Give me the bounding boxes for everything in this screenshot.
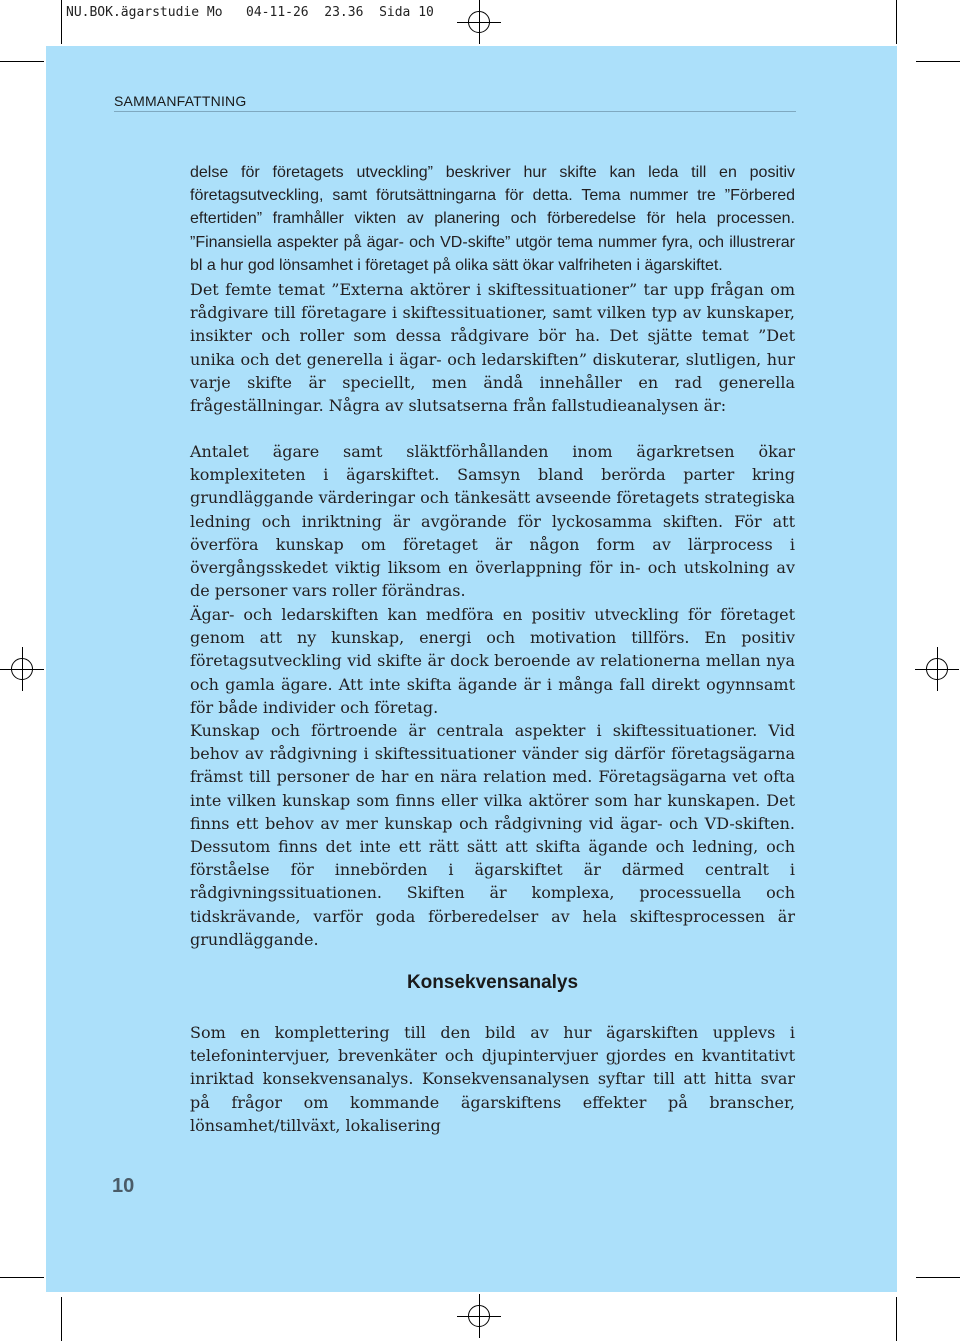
crop-mark-bottom-left-v: [61, 1297, 62, 1341]
paragraph-1: delse för företagets utveckling” beskriver hur skifte kan leda till en positiv företagsutveckling, samt förutsättningarna för detta. Tema nummer tre ”Förbered eftertiden” framhåller vikten av planering och förberedelse för hela processen. ”Finansiella aspekter på ägar- och VD-skifte” utgör tema nummer fyra, och illustrerar bl a hur god lönsamhet i företaget på olika sätt ökar valfriheten i ägarskiftet.: [190, 164, 795, 274]
paragraph-3-block: [190, 603, 795, 719]
paragraph-5: Som en komplettering till den bild av hur ägarskiften upplevs i telefonintervjuer, brevenkäter och djupintervjuer gjordes en kvantitativt inriktad konsekvensanalys. Konsekvensanalysen syftar till att hitta svar på frågor om kommande ägarskiftens effekter på branscher, lönsamhet/tillväxt, lokalisering: [190, 1023, 795, 1135]
crop-mark-top-right-h: [916, 61, 960, 62]
paragraph-5-block: [190, 1021, 795, 1137]
crop-mark-bottom-right-h: [916, 1277, 960, 1278]
crop-mark-top-left-v: [61, 0, 62, 44]
section-heading: Konsekvensanalys: [406, 972, 579, 993]
crop-mark-bottom-left-h: [0, 1277, 44, 1278]
paragraph-3: Ägar- och ledarskiften kan medföra en positiv utveckling för företaget genom att ny kunskap, energi och motivation tillförs. En positiv företagsutveckling vid skifte är dock beroende av relationerna mellan nya och gamla ägare. Att inte skifta ägande är i många fall direkt ogynnsamt för både individer och företag.: [190, 605, 795, 717]
print-slug: NU.BOK.ägarstudie Mo 04-11-26 23.36 Sida 10: [66, 5, 434, 20]
crop-mark-bottom-right-v: [896, 1297, 897, 1341]
crop-mark-top-left-h: [0, 61, 44, 62]
paragraph-2-block: [190, 440, 795, 602]
paragraph-2: Antalet ägare samt släktförhållanden inom ägarkretsen ökar komplexiteten i ägarskiftet. Samsyn bland berörda parter kring grundläggande värderingar och tänkesätt avseende företagets strategiska ledning och inriktning är avgörande för lyckosamma skiften. För att överföra kunskap om företaget är någon form av lärprocess i övergångsskedet viktig liksom en överlappning för in- och utskolning av de personer vars roller förändras.: [190, 442, 795, 601]
paragraph-4: Kunskap och förtroende är centrala aspekter i skiftessituationer. Vid behov av rådgivning i skiftessituationer vänder sig därför företagsägarna främst till personer de har en nära relation med. Företagsägarna vet ofta inte vilken kunskap som finns eller vilka aktörer som har kunskapen. Det finns ett behov av mer kunskap och rådgivning vid ägar- och VD-skiften. Dessutom finns det inte ett rätt sätt att skifta ägande och ledning, och förståelse för innebörden i ägarskiftet är därmed centralt i rådgivningssituationen. Skiften är komplexa, processuella och tidskrävande, varför goda förberedelser av hela skiftesprocessen är grundläggande.: [190, 721, 795, 949]
header-rule: [114, 111, 796, 112]
paragraph-1b: Det femte temat ”Externa aktörer i skiftessituationer” tar upp frågan om rådgivare till företagare i skiftessituationer, samt vilken typ av kunskaper, insikter och roller som dessa rådgivare bör ha. Det sjätte temat ”Det unika och det generella i ägar- och ledarskiften” diskuterar, slutligen, hur varje skifte är speciellt, men ändå innehåller en rad generella frågeställningar. Några av slutsatserna från fallstudieanalysen är:: [190, 280, 795, 416]
paragraph-1b-block: [190, 278, 795, 417]
section-label: SAMMANFATTNING: [114, 93, 247, 109]
paragraph-4-block: [190, 719, 795, 951]
crop-mark-top-right-v: [896, 0, 897, 44]
page-number: 10: [112, 1175, 135, 1197]
paragraph-continuation: [190, 161, 795, 277]
